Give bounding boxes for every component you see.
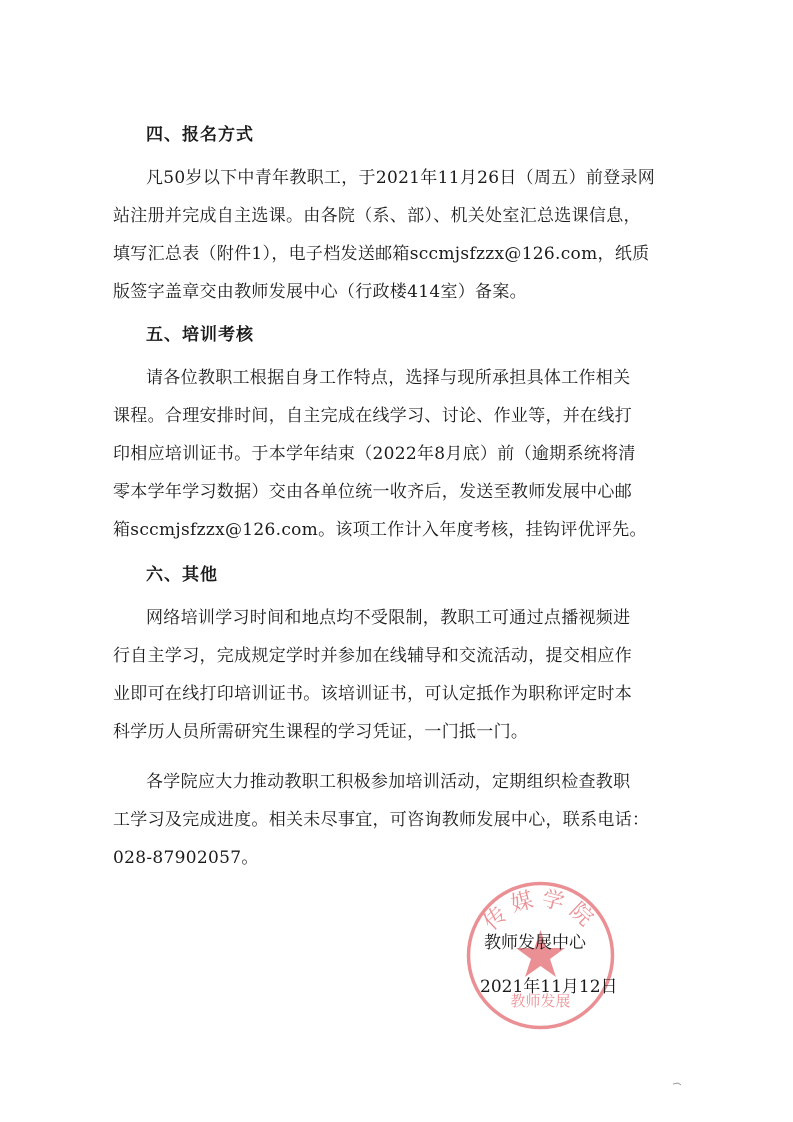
paragraph-line: 箱sccmjsfzzx@126.com。该项工作计入年度考核，挂钩评优评先。 xyxy=(113,520,647,540)
paragraph-line: 印相应培训证书。于本学年结束（2022年8月底）前（逾期系统将清 xyxy=(113,444,636,464)
paragraph-line: 业即可在线打印培训证书。该培训证书，可认定抵作为职称评定时本 xyxy=(113,684,632,704)
paragraph-line: 请各位教职工根据自身工作特点，选择与现所承担具体工作相关 xyxy=(146,368,631,388)
signature-organization: 教师发展中心 xyxy=(484,933,586,953)
closing-line: 各学院应大力推动教职工积极参加培训活动，定期组织检查教职 xyxy=(146,772,631,792)
paragraph-line: 版签字盖章交由教师发展中心（行政楼414室）备案。 xyxy=(113,282,527,302)
closing-line: 工学习及完成进度。相关未尽事宜，可咨询教师发展中心，联系电话： xyxy=(113,810,650,830)
signature-date: 2021年11月12日 xyxy=(480,977,618,997)
section-heading-registration: 四、报名方式 xyxy=(146,125,254,145)
paragraph-line: 科学历人员所需研究生课程的学习凭证，一门抵一门。 xyxy=(113,722,529,742)
seal-ring-text: 传媒学院 xyxy=(479,886,602,936)
paragraph-line: 零本学年学习数据）交由各单位统一收齐后，发送至教师发展中心邮 xyxy=(113,482,632,502)
paragraph-line: 课程。合理安排时间，自主完成在线学习、讨论、作业等，并在线打 xyxy=(113,406,632,426)
paragraph-line: 填写汇总表（附件1），电子档发送邮箱sccmjsfzzx@126.com，纸质 xyxy=(113,244,650,264)
section-heading-assessment: 五、培训考核 xyxy=(146,325,254,345)
closing-line: 028-87902057。 xyxy=(113,848,259,868)
paragraph-line: 网络培训学习时间和地点均不受限制，教职工可通过点播视频进 xyxy=(146,608,631,628)
paragraph-line: 站注册并完成自主选课。由各院（系、部）、机关处室汇总选课信息， xyxy=(113,206,641,226)
paragraph-line: 行自主学习，完成规定学时并参加在线辅导和交流活动，提交相应作 xyxy=(113,646,632,666)
scan-speck xyxy=(673,1082,681,1086)
seal-inner-text: 教师发展 xyxy=(510,992,571,1010)
paragraph-line: 凡50岁以下中青年教职工，于2021年11月26日（周五）前登录网 xyxy=(146,168,656,188)
official-seal xyxy=(463,878,618,1033)
section-heading-other: 六、其他 xyxy=(146,565,218,585)
